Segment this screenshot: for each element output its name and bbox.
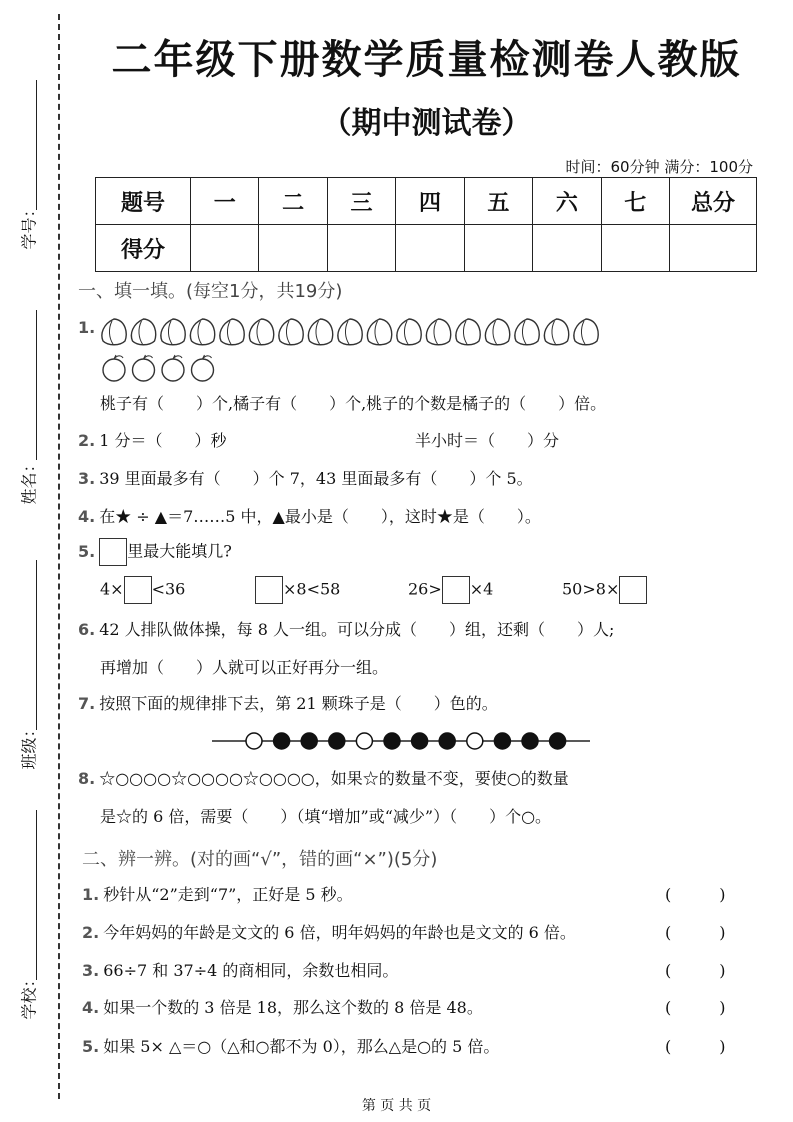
- q4-line: [78, 504, 541, 527]
- q6-text2: 再增加（ ）人就可以正好再分一组。: [100, 658, 389, 677]
- black-bead: [412, 733, 428, 749]
- q5-d: [562, 576, 647, 604]
- q7-num: 7.: [78, 694, 96, 713]
- class-label: 班级：: [19, 721, 39, 770]
- section1-heading: 一、填一填。(每空1分，共19分): [78, 281, 343, 302]
- q6-line: [78, 617, 614, 640]
- orange-icon: [103, 355, 125, 381]
- q4-text: 在★ ÷ ▲＝7……5 中，▲最小是（ ），这时★是（ ）。: [99, 507, 541, 526]
- page-subtitle: （期中测试卷）: [321, 106, 532, 141]
- peach-icon: [279, 319, 303, 345]
- peach-icon: [131, 319, 155, 345]
- q1-text: 桃子有（ ）个,橘子有（ ）个,桃子的个数是橘子的（ ）倍。: [100, 394, 607, 413]
- orange-icon: [192, 355, 214, 381]
- peach-icon: [338, 319, 362, 345]
- score-cell[interactable]: [259, 225, 327, 272]
- peach-icon: [249, 319, 273, 345]
- q3-line: [78, 466, 533, 489]
- q7-text: 按照下面的规律排下去，第 21 颗珠子是（ ）色的。: [99, 694, 498, 713]
- item-text: 如果 5× △＝○（△和○都不为 0），那么△是○的 5 倍。: [103, 1037, 500, 1056]
- peach-icon: [397, 319, 421, 345]
- peach-icon: [190, 319, 214, 345]
- score-table-header-row: [96, 178, 757, 225]
- white-bead: [356, 733, 372, 749]
- black-bead: [301, 733, 317, 749]
- q6-num: 6.: [78, 620, 96, 639]
- q2-part-a: 1 分＝（ ）秒: [99, 431, 227, 450]
- item-text: 66÷7 和 37÷4 的商相同，余数也相同。: [103, 961, 399, 980]
- answer-paren[interactable]: ( ): [665, 998, 726, 1017]
- score-cell[interactable]: [396, 225, 464, 272]
- item-num: 3.: [82, 961, 100, 980]
- black-bead: [329, 733, 345, 749]
- q5-b-box[interactable]: [255, 576, 283, 604]
- table-cell: 六: [533, 178, 601, 225]
- q5-num: 5.: [78, 541, 96, 561]
- q1-fruit-illustration: [100, 315, 600, 387]
- peach-icon: [102, 319, 126, 345]
- black-bead: [522, 733, 538, 749]
- school-label: 学校：: [19, 971, 39, 1020]
- q5-c-post: ×4: [469, 579, 494, 599]
- answer-paren[interactable]: ( ): [665, 885, 726, 904]
- list-item: [82, 1034, 499, 1057]
- q7-line: [78, 691, 498, 714]
- white-bead: [467, 733, 483, 749]
- q3-text: 39 里面最多有（ ）个 7，43 里面最多有（ ）个 5。: [99, 469, 533, 488]
- list-item: [82, 958, 398, 981]
- page-title: 二年级下册数学质量检测卷人教版: [111, 37, 742, 83]
- section2-heading: 二、辨一辨。(对的画“√”，错的画“×”)(5分): [82, 849, 438, 870]
- q3-num: 3.: [78, 469, 96, 488]
- page-footer: 第 页 共 页: [361, 1098, 432, 1114]
- score-cell[interactable]: [670, 225, 757, 272]
- score-cell[interactable]: [464, 225, 532, 272]
- peach-icon: [456, 319, 480, 345]
- score-cell[interactable]: [601, 225, 669, 272]
- table-cell: 二: [259, 178, 327, 225]
- item-num: 5.: [82, 1037, 100, 1056]
- binding-dashed-line: [58, 14, 60, 1099]
- q5-example-box: [99, 538, 127, 566]
- black-bead: [384, 733, 400, 749]
- score-cell[interactable]: [533, 225, 601, 272]
- q5-c-box[interactable]: [442, 576, 470, 604]
- peach-icon: [367, 319, 391, 345]
- item-num: 4.: [82, 998, 100, 1017]
- q5-d-box[interactable]: [619, 576, 647, 604]
- orange-icon: [133, 355, 155, 381]
- q8-num: 8.: [78, 769, 96, 788]
- peach-icon: [485, 319, 509, 345]
- peach-icon: [161, 319, 185, 345]
- q5-a-post: <36: [151, 579, 186, 599]
- table-cell: 四: [396, 178, 464, 225]
- q5-a: [100, 576, 185, 604]
- table-cell: 总分: [670, 178, 757, 225]
- class-line: [36, 560, 37, 730]
- q7-bead-string: [212, 728, 592, 754]
- q8-text: ☆○○○○☆○○○○☆○○○○，如果☆的数量不变，要使○的数量: [99, 769, 569, 788]
- school-line: [36, 810, 37, 980]
- answer-paren[interactable]: ( ): [665, 923, 726, 942]
- item-num: 1.: [82, 885, 100, 904]
- peach-icon: [544, 319, 568, 345]
- name-line: [36, 310, 37, 460]
- item-text: 秒针从“2”走到“7”，正好是 5 秒。: [103, 885, 353, 904]
- answer-paren[interactable]: ( ): [665, 961, 726, 980]
- orange-icon: [162, 355, 184, 381]
- table-cell: 五: [464, 178, 532, 225]
- table-cell: 三: [327, 178, 395, 225]
- q1-num: 1.: [78, 318, 96, 337]
- q8-line: [78, 766, 569, 789]
- q8-text2: 是☆的 6 倍，需要（ ）（填“增加”或“减少”）（ ）个○。: [100, 807, 552, 826]
- peach-icon: [574, 319, 598, 345]
- peach-icon: [515, 319, 539, 345]
- list-item: [82, 920, 576, 943]
- q1-number: [78, 318, 99, 337]
- q5-text: 里最大能填几?: [127, 541, 232, 561]
- list-item: [82, 995, 483, 1018]
- answer-paren[interactable]: ( ): [665, 1037, 726, 1056]
- score-table: [95, 177, 757, 272]
- q5-a-pre: 4×: [100, 579, 124, 599]
- black-bead: [439, 733, 455, 749]
- q5-d-pre: 50>8×: [562, 579, 620, 599]
- table-cell: 七: [601, 178, 669, 225]
- black-bead: [550, 733, 566, 749]
- q2-part-b: 半小时＝（ ）分: [415, 431, 560, 450]
- table-cell: 得分: [96, 225, 191, 272]
- q5-c: [408, 576, 493, 604]
- peach-icon: [220, 319, 244, 345]
- item-text: 如果一个数的 3 倍是 18，那么这个数的 8 倍是 48。: [103, 998, 483, 1017]
- q4-num: 4.: [78, 507, 96, 526]
- name-label: 姓名：: [19, 456, 39, 505]
- q5-c-pre: 26>: [408, 579, 442, 599]
- black-bead: [494, 733, 510, 749]
- peach-icon: [426, 319, 450, 345]
- white-bead: [246, 733, 262, 749]
- exam-meta: 时间：60分钟 满分：100分: [565, 158, 753, 176]
- table-cell: 一: [191, 178, 259, 225]
- q5-a-box[interactable]: [124, 576, 152, 604]
- score-table-score-row: [96, 225, 757, 272]
- student-no-label: 学号：: [19, 201, 39, 250]
- q2-num: 2.: [78, 431, 96, 450]
- q6-text: 42 人排队做体操，每 8 人一组。可以分成（ ）组，还剩（ ）人;: [99, 620, 615, 639]
- item-num: 2.: [82, 923, 100, 942]
- peach-icon: [308, 319, 332, 345]
- list-item: [82, 882, 353, 905]
- black-bead: [274, 733, 290, 749]
- score-cell[interactable]: [191, 225, 259, 272]
- q2-line: [78, 428, 227, 451]
- q5-line: [78, 538, 232, 566]
- item-text: 今年妈妈的年龄是文文的 6 倍，明年妈妈的年龄也是文文的 6 倍。: [103, 923, 576, 942]
- table-cell: 题号: [96, 178, 191, 225]
- q5-b-post: ×8<58: [283, 579, 341, 599]
- q5-b: [255, 576, 340, 604]
- score-cell[interactable]: [327, 225, 395, 272]
